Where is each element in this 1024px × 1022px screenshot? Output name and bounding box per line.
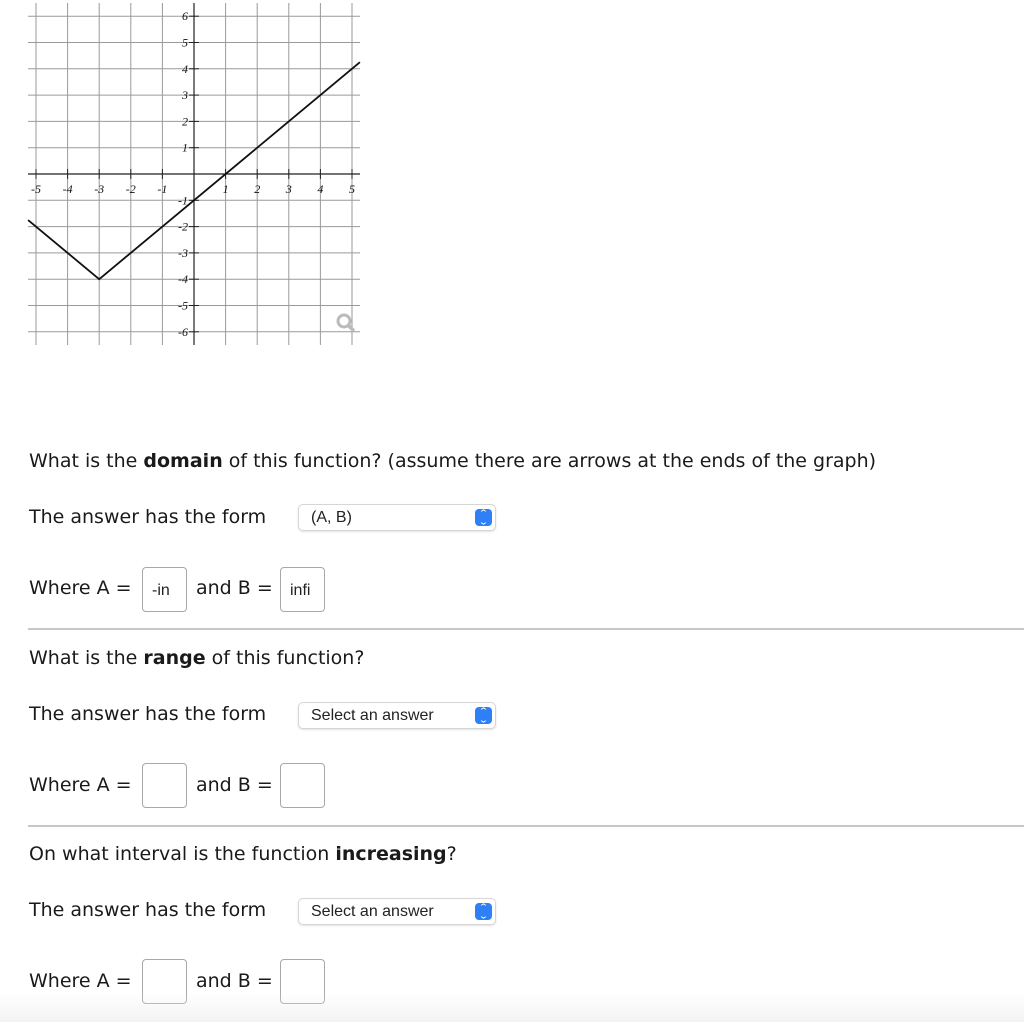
x-tick-label: 1 — [222, 182, 229, 196]
y-tick-label: -2 — [178, 219, 188, 234]
x-tick-label: -1 — [157, 182, 168, 196]
y-tick-label: 3 — [182, 88, 188, 103]
y-tick-label: 2 — [182, 114, 188, 129]
axes — [28, 3, 360, 345]
domain-where-a-label: Where A = — [29, 577, 132, 599]
y-tick-label: -1 — [178, 193, 188, 208]
y-tick-label: -3 — [178, 245, 188, 260]
range-and-b-label: and B = — [196, 774, 273, 796]
x-tick-label: 5 — [349, 182, 355, 196]
select-chevron-icon: ⌃ ⌃ — [475, 707, 492, 724]
range-b-input[interactable] — [280, 763, 325, 808]
range-where-a-label: Where A = — [29, 774, 132, 796]
increasing-and-b-label: and B = — [196, 970, 273, 992]
y-tick-label: -5 — [178, 298, 188, 313]
increasing-form-label: The answer has the form — [29, 899, 267, 921]
domain-and-b-label: and B = — [196, 577, 273, 599]
x-tick-label: -5 — [31, 182, 41, 196]
increasing-b-input[interactable] — [280, 959, 325, 1004]
y-tick-label: 5 — [182, 35, 188, 50]
x-tick-label: 4 — [317, 182, 324, 196]
x-tick-label: -3 — [94, 182, 105, 196]
y-tick-label: -4 — [178, 272, 188, 287]
increasing-question: On what interval is the function increasing? — [29, 843, 457, 865]
range-a-input[interactable] — [142, 763, 187, 808]
y-tick-label: 6 — [182, 9, 188, 24]
range-question: What is the range of this function? — [29, 647, 365, 669]
domain-question: What is the domain of this function? (assume there are arrows at the ends of the graph) — [29, 450, 877, 472]
y-tick-label: -6 — [178, 324, 188, 339]
divider — [28, 825, 1024, 827]
y-tick-label: 1 — [182, 140, 188, 155]
x-tick-label: 3 — [285, 182, 292, 196]
range-form-select[interactable]: Select an answer ⌃ ⌃ — [298, 702, 496, 729]
function-graph — [0, 0, 370, 350]
select-chevron-icon: ⌃ ⌃ — [475, 903, 492, 920]
increasing-form-select[interactable]: Select an answer ⌃ ⌃ — [298, 898, 496, 925]
range-form-label: The answer has the form — [29, 703, 267, 725]
domain-a-input[interactable]: -in — [142, 567, 187, 612]
x-tick-label: -4 — [62, 182, 73, 196]
domain-form-select[interactable]: (A, B) ⌃ ⌃ — [298, 504, 496, 531]
domain-b-input[interactable]: infi — [280, 567, 325, 612]
domain-form-label: The answer has the form — [29, 506, 267, 528]
y-tick-label: 4 — [182, 61, 188, 76]
increasing-a-input[interactable] — [142, 959, 187, 1004]
x-tick-label: 2 — [254, 182, 261, 196]
select-chevron-icon: ⌃ ⌃ — [475, 509, 492, 526]
divider — [28, 628, 1024, 630]
increasing-where-a-label: Where A = — [29, 970, 132, 992]
x-tick-label: -2 — [125, 182, 136, 196]
